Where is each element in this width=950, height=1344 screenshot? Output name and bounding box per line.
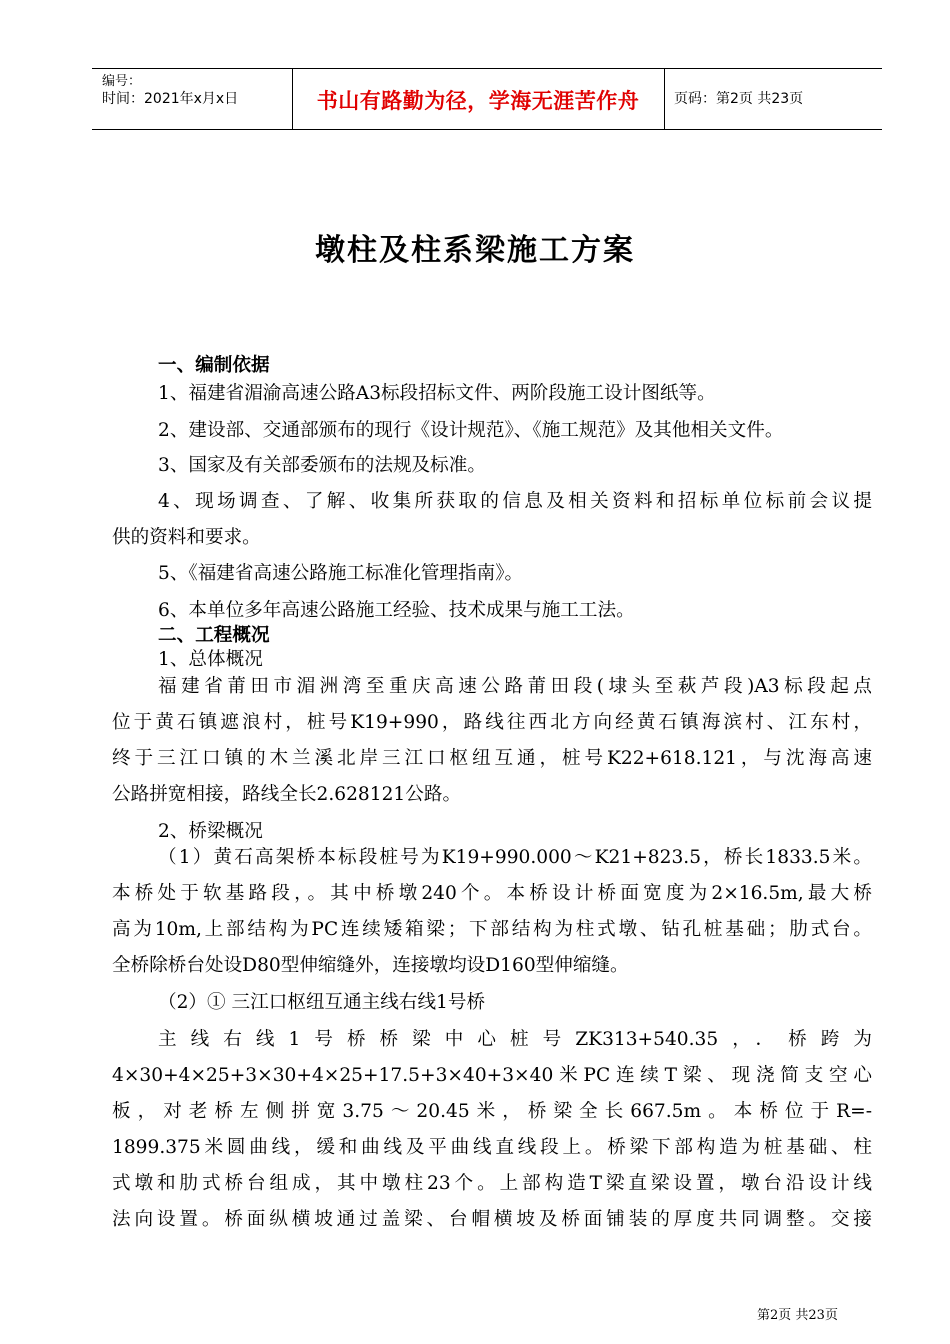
body-line: 4、现场调查、了解、收集所获取的信息及相关资料和招标单位标前会议提 <box>158 491 872 512</box>
body-line: （2）① 三江口枢纽互通主线右线1号桥 <box>158 992 486 1013</box>
body-line: 式墩和肋式桥台组成，其中墩柱23个。上部构造T梁直梁设置，墩台沿设计线 <box>112 1173 872 1194</box>
body-line: 本桥处于软基路段，。其中桥墩240个。本桥设计桥面宽度为2×16.5m,最大桥 <box>112 883 872 904</box>
body-line: 1899.375米圆曲线，缓和曲线及平曲线直线段上。桥梁下部构造为桩基础、柱 <box>112 1137 872 1158</box>
section-heading: 一、编制依据 <box>158 355 270 376</box>
doc-number-label: 编号： <box>102 74 142 89</box>
body-line: 1、福建省湄渝高速公路A3标段招标文件、两阶段施工设计图纸等。 <box>158 383 716 404</box>
body-line: 主线右线1号桥桥梁中心桩号ZK313+540.35，．桥跨为 <box>158 1029 872 1050</box>
doc-date: 时间：2021年x月x日 <box>102 91 239 107</box>
body-line: （1）黄石高架桥本标段桩号为K19+990.000～K21+823.5，桥长1833.5米。 <box>158 847 872 868</box>
document-title: 墩柱及柱系梁施工方案 <box>315 233 635 268</box>
page-header <box>92 68 882 130</box>
body-line: 终于三江口镇的木兰溪北岸三江口枢纽互通，桩号K22+618.121，与沈海高速 <box>112 748 872 769</box>
header-meta-cell <box>92 69 293 129</box>
header-page-cell <box>664 69 882 129</box>
body-line: 全桥除桥台处设D80型伸缩缝外，连接墩均设D160型伸缩缝。 <box>112 955 629 976</box>
body-line: 高为10m,上部结构为PC连续矮箱梁；下部结构为柱式墩、钻孔桩基础；肋式台。 <box>112 919 872 940</box>
body-line: 公路拼宽相接，路线全长2.628121公路。 <box>112 784 462 805</box>
header-motto-cell <box>292 69 665 129</box>
body-line: 4×30+4×25+3×30+4×25+17.5+3×40+3×40米PC连续T梁、现浇简支空心 <box>112 1065 872 1086</box>
header-motto: 书山有路勤为径，学海无涯苦作舟 <box>316 89 640 113</box>
section-heading: 二、工程概况 <box>158 625 270 646</box>
body-line: 板，对老桥左侧拼宽3.75～20.45米，桥梁全长667.5m。本桥位于R=- <box>112 1101 872 1122</box>
body-line: 位于黄石镇遮浪村，桩号K19+990，路线往西北方向经黄石镇海滨村、江东村， <box>112 712 872 733</box>
subsection-heading: 1、总体概况 <box>158 649 263 670</box>
body-line: 法向设置。桥面纵横坡通过盖梁、台帽横坡及桥面铺装的厚度共同调整。交接 <box>112 1209 872 1230</box>
subsection-heading: 2、桥梁概况 <box>158 821 263 842</box>
body-line: 供的资料和要求。 <box>112 527 261 548</box>
body-line: 福建省莆田市湄洲湾至重庆高速公路莆田段(埭头至萩芦段)A3标段起点 <box>158 676 872 697</box>
body-line: 5、《福建省高速公路施工标准化管理指南》。 <box>158 563 524 584</box>
body-line: 2、建设部、交通部颁布的现行《设计规范》、《施工规范》及其他相关文件。 <box>158 420 784 441</box>
body-line: 6、本单位多年高速公路施工经验、技术成果与施工工法。 <box>158 600 635 621</box>
header-page-number: 页码：第2页 共23页 <box>674 91 804 107</box>
page-footer: 第2页 共23页 <box>757 1308 838 1323</box>
body-line: 3、国家及有关部委颁布的法规及标准。 <box>158 455 486 476</box>
